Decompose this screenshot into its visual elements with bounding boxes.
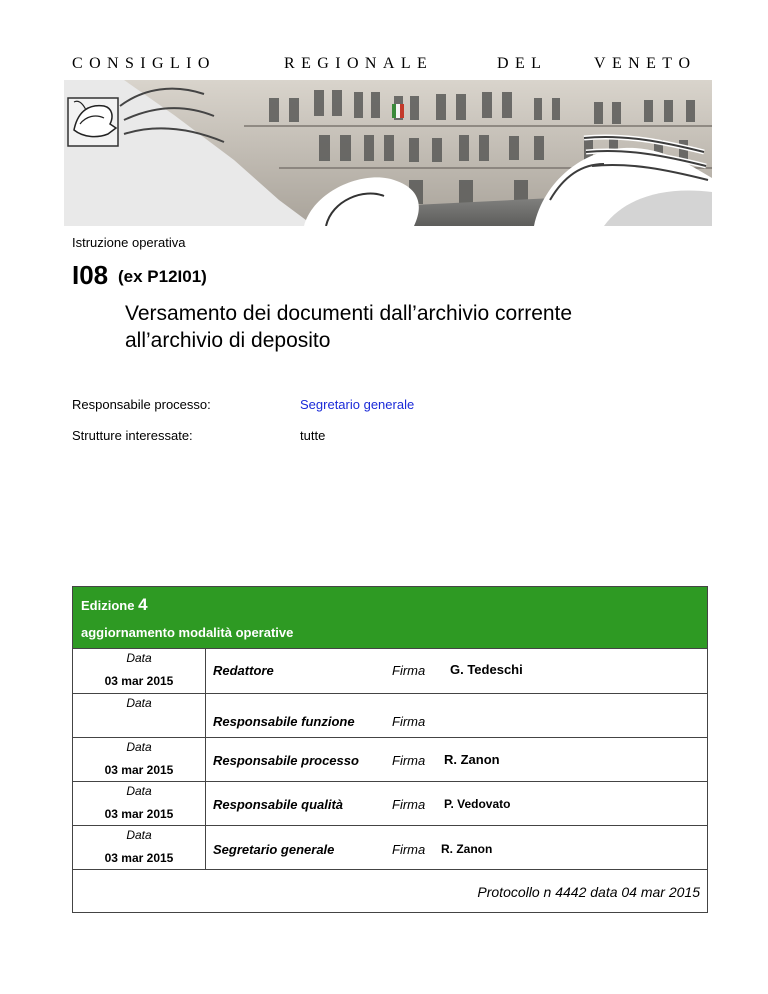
council-word-4: V E N E T O [594, 55, 691, 72]
date-value: 03 mar 2015 [104, 674, 174, 688]
signature-row [73, 648, 707, 694]
signature-row [73, 781, 707, 826]
date-cell [73, 737, 206, 781]
former-code: (ex P12I01) [118, 267, 207, 286]
date-label: Data [126, 740, 152, 754]
document-title-line-2: all’archivio di deposito [125, 329, 331, 352]
signer-name: R. Zanon [444, 752, 500, 767]
signer-name: R. Zanon [441, 842, 493, 856]
signature-row [73, 825, 707, 870]
role-label: Responsabile funzione [213, 714, 355, 729]
signer-name: P. Vedovato [444, 797, 511, 811]
edition-title [81, 595, 148, 615]
structures-label: Strutture interessate: [72, 428, 193, 443]
role-label: Segretario generale [213, 842, 335, 857]
signer-name: G. Tedeschi [450, 662, 523, 677]
edition-description: aggiornamento modalità operative [81, 625, 294, 640]
date-cell [73, 825, 206, 869]
date-cell [73, 781, 206, 825]
council-word-1: C O N S I G L I O [72, 55, 210, 72]
firma-label: Firma [392, 663, 426, 678]
role-label: Responsabile processo [213, 753, 359, 768]
firma-label: Firma [392, 714, 426, 729]
date-label: Data [126, 651, 152, 665]
signature-row [73, 737, 707, 782]
date-value: 03 mar 2015 [104, 763, 174, 777]
document-title [125, 300, 685, 354]
date-cell [73, 693, 206, 737]
date-value: 03 mar 2015 [104, 851, 174, 865]
document-code: I08 [72, 260, 109, 290]
edition-table [72, 586, 708, 913]
date-value: 03 mar 2015 [104, 807, 174, 821]
process-owner-value[interactable]: Segretario generale [300, 397, 415, 412]
signature-row [73, 693, 707, 738]
date-label: Data [126, 696, 152, 710]
date-cell [73, 648, 206, 693]
firma-label: Firma [392, 797, 426, 812]
council-word-3: D E L [497, 55, 541, 72]
date-label: Data [126, 784, 152, 798]
firma-label: Firma [392, 753, 426, 768]
edition-header [73, 587, 707, 649]
role-label: Responsabile qualità [213, 797, 344, 812]
date-label: Data [126, 828, 152, 842]
role-label: Redattore [213, 663, 274, 678]
header-banner-image [64, 80, 712, 226]
council-word-2: R E G I O N A L E [284, 55, 427, 72]
document-title-line-1: Versamento dei documenti dall’archivio corrente [125, 302, 573, 325]
process-owner-label: Responsabile processo: [72, 397, 211, 412]
edition-number: 4 [138, 595, 148, 614]
edition-label: Edizione [81, 598, 135, 613]
document-type: Istruzione operativa [72, 235, 186, 250]
structures-value: tutte [300, 428, 326, 443]
protocol-text: Protocollo n 4442 data 04 mar 2015 [477, 884, 700, 900]
firma-label: Firma [392, 842, 426, 857]
